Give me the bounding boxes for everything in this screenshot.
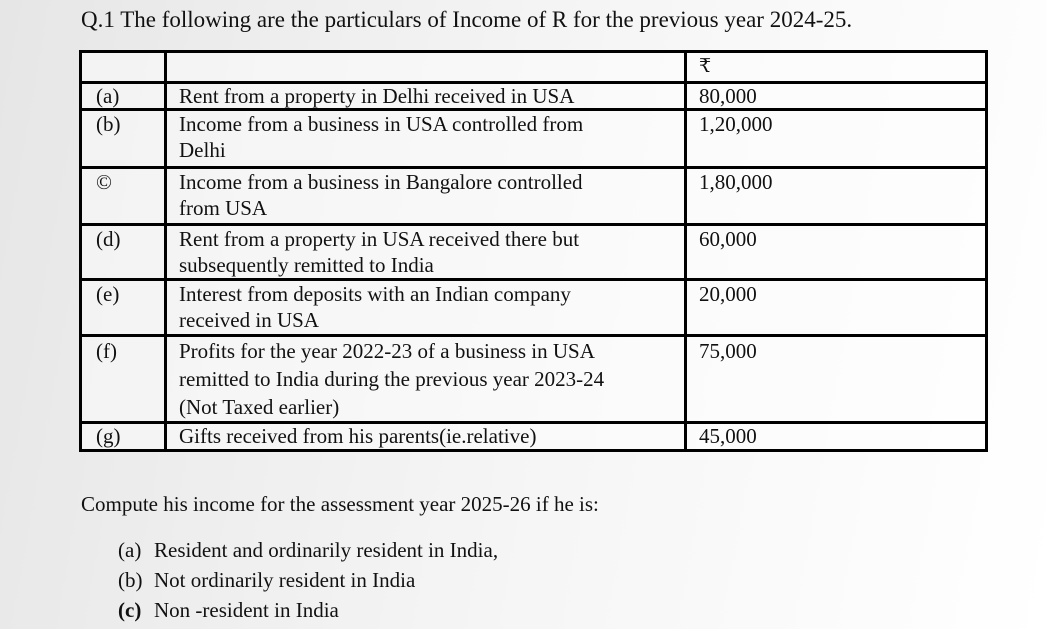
row-label: (g) [81, 423, 166, 451]
table-row [81, 280, 987, 336]
option-item [118, 565, 498, 595]
description-line: subsequently remitted to India [179, 253, 434, 277]
row-label: (f) [81, 336, 166, 423]
row-amount: 1,20,000 [686, 110, 987, 168]
description-line: received in USA [179, 308, 319, 332]
row-description [166, 168, 686, 225]
table-row [81, 225, 987, 280]
row-amount: 1,80,000 [686, 168, 987, 225]
row-description [166, 83, 686, 110]
row-amount: 60,000 [686, 225, 987, 280]
row-description [166, 110, 686, 168]
compute-prompt: Compute his income for the assessment year 2025-26 if he is: [81, 492, 599, 516]
description-line: (Not Taxed earlier) [179, 395, 340, 419]
row-label: (b) [81, 110, 166, 168]
table-row [81, 423, 987, 451]
table-row [81, 83, 987, 110]
option-label: (b) [118, 568, 143, 592]
header-description-cell [166, 52, 686, 83]
residential-status-options [118, 535, 498, 625]
row-label: (a) [81, 83, 166, 110]
description-line: Interest from deposits with an Indian company [179, 282, 571, 306]
description-line: Rent from a property in Delhi received in USA [179, 84, 575, 108]
description-line: Rent from a property in USA received there but [179, 227, 580, 251]
income-particulars-table [79, 50, 988, 452]
header-label-cell [81, 52, 166, 83]
row-label: © [81, 168, 166, 225]
row-label: (e) [81, 280, 166, 336]
option-item [118, 595, 498, 625]
description-line: from USA [179, 196, 268, 220]
row-description [166, 423, 686, 451]
description-line: Profits for the year 2022-23 of a business in USA [179, 339, 595, 363]
row-amount: 75,000 [686, 336, 987, 423]
description-line: remitted to India during the previous year 2023-24 [179, 367, 605, 391]
rupee-icon: ₹ [686, 52, 987, 83]
table-header-row [81, 52, 987, 83]
description-line: Delhi [179, 138, 226, 162]
row-description [166, 336, 686, 423]
option-label: (a) [118, 538, 142, 562]
row-amount: 80,000 [686, 83, 987, 110]
option-item [118, 535, 498, 565]
row-amount: 20,000 [686, 280, 987, 336]
table-row [81, 168, 987, 225]
question-title: Q.1 The following are the particulars of Income of R for the previous year 2024-25. [81, 7, 853, 32]
option-text: Resident and ordinarily resident in India, [154, 538, 499, 562]
option-text: Non -resident in India [154, 598, 339, 622]
row-amount: 45,000 [686, 423, 987, 451]
row-description [166, 225, 686, 280]
table-row [81, 336, 987, 423]
description-line: Income from a business in USA controlled from [179, 112, 584, 136]
table-row [81, 110, 987, 168]
option-label: (c) [118, 598, 142, 622]
description-line: Gifts received from his parents(ie.relative) [179, 424, 537, 448]
row-label: (d) [81, 225, 166, 280]
row-description [166, 280, 686, 336]
option-text: Not ordinarily resident in India [154, 568, 416, 592]
description-line: Income from a business in Bangalore controlled [179, 170, 583, 194]
